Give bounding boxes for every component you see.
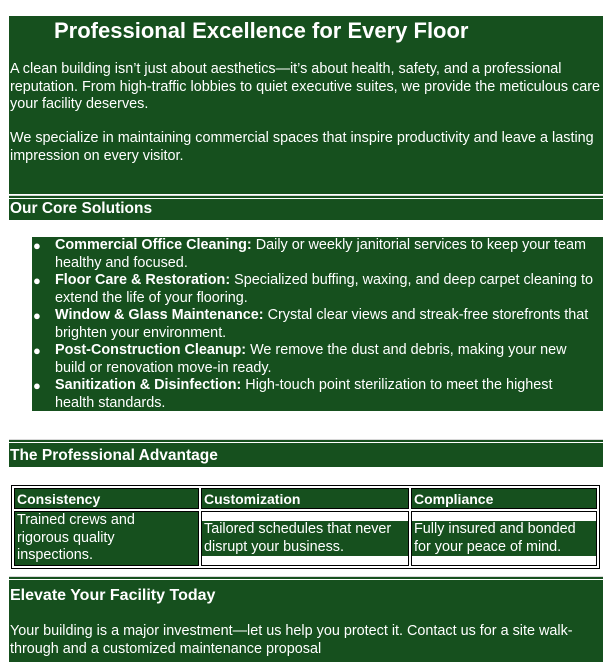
service-name: Commercial Office Cleaning: [55, 237, 252, 253]
solutions-heading: Our Core Solutions [9, 199, 603, 220]
intro-paragraph: A clean building isn’t just about aesthetics—it’s about health, safety, and a professional reputation. From high-traffic lobbies to quiet executive suites, we provide the meticulous care your facility deserves. [10, 61, 601, 112]
list-item [32, 307, 603, 342]
bullet-icon: ● [33, 238, 41, 253]
bullet-icon: ● [33, 378, 41, 393]
solutions-list [32, 237, 603, 411]
bullet-icon: ● [33, 273, 41, 288]
service-name: Window & Glass Maintenance: [55, 307, 264, 323]
service-description: Specialized buffing, waxing, and deep carpet cleaning to extend the life of your flooring. [55, 272, 594, 306]
list-item [32, 342, 603, 377]
divider [9, 439, 603, 442]
advantage-table [11, 485, 600, 569]
list-item [32, 237, 603, 272]
cell-text: Trained crews and rigorous quality inspections. [15, 512, 198, 565]
page-title: Professional Excellence for Every Floor [54, 18, 469, 43]
cell-text: Tailored schedules that never disrupt your business. [202, 521, 408, 556]
table-cell [14, 511, 199, 566]
service-description: Daily or weekly janitorial services to keep your team healthy and focused. [55, 237, 587, 271]
cta-text: Your building is a major investment—let us help you protect it. Contact us for a site walk-through and a customized maintenance proposal [10, 623, 573, 657]
cta-heading: Elevate Your Facility Today [10, 587, 216, 604]
cell-text: Fully insured and bonded for your peace of mind. [412, 521, 596, 556]
bullet-icon: ● [33, 343, 41, 358]
cta-section [9, 580, 603, 662]
bullet-icon: ● [33, 308, 41, 323]
list-item [32, 272, 603, 307]
service-name: Floor Care & Restoration: [55, 272, 231, 288]
service-description: Crystal clear views and streak-free storefronts that brighten your environment. [55, 307, 589, 341]
advantage-heading: The Professional Advantage [9, 443, 603, 467]
service-description: We remove the dust and debris, making your new build or renovation move-in ready. [55, 342, 567, 376]
service-description: High-touch point sterilization to meet the highest health standards. [55, 377, 553, 411]
service-name: Sanitization & Disinfection: [55, 377, 242, 393]
specialize-paragraph: We specialize in maintaining commercial spaces that inspire productivity and leave a lasting impression on every visitor. [10, 130, 594, 164]
column-header: Consistency [14, 488, 199, 509]
divider [9, 195, 603, 198]
table-cell [201, 511, 409, 566]
table-row [14, 511, 597, 566]
table-cell [411, 511, 597, 566]
table-header-row [14, 488, 597, 509]
divider [9, 576, 603, 579]
hero-section [9, 16, 603, 194]
column-header: Compliance [411, 488, 597, 509]
column-header: Customization [201, 488, 409, 509]
list-item [32, 377, 603, 412]
service-name: Post-Construction Cleanup: [55, 342, 247, 358]
